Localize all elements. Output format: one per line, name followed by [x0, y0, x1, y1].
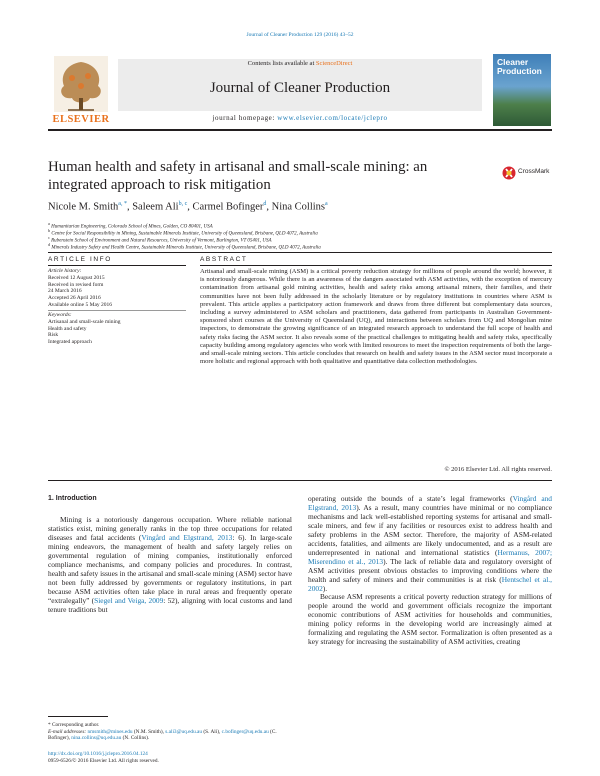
- author-name[interactable]: Nina Collins: [271, 201, 326, 213]
- email-addresses: [48, 729, 292, 742]
- history-item: Accepted 26 April 2016: [48, 295, 101, 302]
- homepage-label: journal homepage:: [212, 114, 278, 122]
- email-link[interactable]: s.ali3@uq.edu.au: [165, 728, 203, 735]
- keyword: Integrated approach: [48, 339, 92, 346]
- keyword: Artisanal and small-scale mining: [48, 318, 121, 325]
- contents-line: [118, 60, 482, 67]
- footnote-rule: [48, 716, 108, 717]
- affiliation-marker: a: [48, 221, 50, 226]
- keyword: Risk: [48, 332, 59, 339]
- citation-link[interactable]: Hentschel et al., 2002: [308, 574, 552, 593]
- intro-left-column: [48, 516, 292, 614]
- keyword: Health and safety: [48, 325, 87, 332]
- citation-link[interactable]: Vingård and Elgstrand, 2013: [308, 494, 552, 512]
- keywords-rule: [48, 310, 186, 311]
- abstract-bottom-rule: [48, 480, 552, 481]
- doi-link[interactable]: http://dx.doi.org/10.1016/j.jclepro.2016.04.124: [48, 751, 148, 757]
- affiliation-text: Minerals Industry Safety and Health Centre, Sustainable Minerals Institute, University of Queensland, Brisbane, QLD 4072, Australia: [51, 245, 321, 251]
- keywords-label: Keywords:: [48, 312, 72, 318]
- history-item: Received in revised form: [48, 281, 104, 288]
- author-affiliation-sup[interactable]: a: [325, 201, 328, 207]
- affiliation-text: Centre for Social Responsibility in Mining, Sustainable Minerals Institute, University of Queensland, Brisbane, QLD 4072, Australia: [51, 231, 318, 237]
- author-list: Nicole M. Smith$^{a, *}$, Saleem Ali$^{b, c}$, Carmel Bofinger$^d$, Nina Collins$^a$: [48, 201, 328, 213]
- affiliation-rule: [48, 252, 552, 253]
- article-title: Human health and safety in artisanal and small-scale mining: an integrated approach to risk mitigation: [48, 159, 428, 193]
- sciencedirect-link[interactable]: ScienceDirect: [315, 60, 353, 67]
- crossmark-badge[interactable]: [502, 162, 552, 188]
- article-info-heading: ARTICLE INFO: [48, 256, 112, 263]
- author-name[interactable]: Carmel Bofinger: [192, 201, 264, 213]
- history-item: Available online 5 May 2016: [48, 301, 113, 308]
- contents-prefix: Contents lists available at: [247, 60, 316, 67]
- affiliation-marker: b: [48, 228, 51, 233]
- intro-paragraph: [308, 495, 552, 593]
- author-affiliation-sup[interactable]: a, *: [118, 201, 127, 207]
- body-text: Mining is a notoriously dangerous occupation. Where reliable national statistics exist, mining generally ranks in the top three occupations for related diseases and fatal accidents (: [48, 515, 292, 542]
- footnotes: [48, 722, 292, 742]
- article-info-rule: [48, 265, 186, 266]
- history-item: Received 12 August 2015: [48, 274, 105, 281]
- author-affiliation-sup[interactable]: b, c: [178, 201, 188, 207]
- email-label: E-mail addresses:: [48, 728, 88, 735]
- journal-homepage: [118, 114, 482, 122]
- intro-paragraph: [48, 516, 292, 614]
- body-text: ).: [322, 583, 328, 593]
- affiliation-text: Rubenstein School of Environment and Natural Resources, University of Vermont, Burlington, VT 05401, USA: [51, 238, 272, 244]
- email-owner: (N.M. Smith),: [132, 728, 166, 735]
- affiliation-marker: c: [48, 235, 50, 240]
- cover-title: Cleaner Production: [497, 57, 542, 76]
- author-name[interactable]: Nicole M. Smith: [48, 201, 119, 213]
- author-affiliation-sup[interactable]: d: [263, 201, 267, 207]
- publisher-name: ELSEVIER: [52, 114, 110, 125]
- article-history: [48, 268, 188, 309]
- email-link[interactable]: c.bofinger@uq.edu.au: [221, 728, 269, 735]
- body-text: : 52), aligning with local customs and land tenure traditions but: [48, 595, 292, 614]
- author-name[interactable]: Saleem Ali: [132, 201, 179, 213]
- abstract-rule: [200, 265, 552, 266]
- affiliation: [48, 242, 552, 251]
- section-heading-introduction: 1. Introduction: [48, 495, 97, 502]
- body-text: ). As a result, many countries have minimal or no compliance mechanisms and lack well-established reporting systems for artisanal and small-scale miners, and few if any facilities or resources exist to address health and safety problems in the ASM sector. Therefore, the majority of ASM-related accidents, fatalities, and ailments are likely undocumented, and as a result are underrepresented in national and international statistics (: [308, 502, 552, 557]
- crossmark-icon: [502, 166, 516, 180]
- email-owner: (N. Collins).: [121, 735, 150, 742]
- corresponding-author-note: * Corresponding author.: [48, 722, 100, 728]
- email-link[interactable]: nmsmith@mines.edu: [87, 728, 133, 735]
- citation-link[interactable]: Hermanus, 2007; Miserendino et al., 2013: [308, 547, 553, 566]
- header-rule: [48, 129, 552, 131]
- keywords: [48, 312, 188, 346]
- homepage-url-link[interactable]: www.elsevier.com/locate/jclepro: [277, 114, 388, 122]
- crossmark-label: CrossMark: [518, 168, 550, 175]
- intro-right-column: [308, 495, 552, 647]
- body-text: ). The lack of reliable data and regulatory oversight of ASM activities present obvious obstacles to improving conditions where the health and safety of miners and their communities is at risk (: [308, 556, 553, 584]
- abstract-heading: ABSTRACT: [200, 256, 248, 263]
- intro-paragraph: Because ASM represents a critical poverty reduction strategy for millions of people around the world and government officials recognize the important economic contributions of ASM activities for households and communities, mining policy reforms in the developing world are increasingly aimed at formalizing and regulating the ASM sector. Formalization is often presented as a key strategy for increasing the sustainability of ASM activities, creating: [308, 592, 552, 647]
- history-label: Article history:: [48, 268, 82, 274]
- affiliation-text: Humanitarian Engineering, Colorado School of Mines, Golden, CO 80401, USA: [51, 224, 213, 230]
- abstract-text: Artisanal and small-scale mining (ASM) is a critical poverty reduction strategy for millions of people around the world; however, it is notoriously dangerous. While there is an awareness of the dangers associated with ASM activities, with the exception of mercury contamination from artisanal gold mining activities, health and safety risks among artisanal miners, their families, and their communities have not been fully addressed in the scholarly literature or by regulatory institutions in countries where ASM is prevalent. This article applies a participatory action framework and draws from three different but complementary data sources, including a survey administered to ASM scholars and practitioners, data gathered from participants in Australian Government-sponsored short courses at the University of Queensland (UQ), and interactions between scholars from UQ and Mongolian mine inspectors, to demonstrate the growing significance of an integrated research approach to understand the full scope of health and safety risks facing the ASM sector. It also reveals some of the practical challenges to mitigating health and safety risks, specifically capacity building among regulatory agencies who work with limited resources to meet the inspection requirements of both the large- and small-scale mining sectors. This article concludes that research on health and safety issues in the ASM sector must incorporate a more holistic and regional approach with both qualitative and quantitative data collection methodologies.: [200, 268, 552, 366]
- email-owner: (C. Bofinger),: [48, 728, 277, 742]
- history-item: 24 March 2016: [48, 288, 82, 295]
- citation-link[interactable]: Siegel and Veiga, 2009: [94, 595, 164, 605]
- affiliation-marker: d: [48, 242, 51, 247]
- journal-name: Journal of Cleaner Production: [209, 80, 391, 96]
- email-link[interactable]: nina.collins@uq.edu.au: [71, 735, 122, 742]
- citation-link[interactable]: Vingård and Elgstrand, 2013: [141, 532, 233, 542]
- issn-copyright: 0959-6526/© 2016 Elsevier Ltd. All rights reserved.: [48, 757, 159, 764]
- journal-citation[interactable]: Journal of Cleaner Production 129 (2016) 43–52: [246, 32, 354, 38]
- abstract-copyright: © 2016 Elsevier Ltd. All rights reserved.: [444, 466, 552, 473]
- body-text: operating outside the bounds of a state’s legal frameworks (: [308, 494, 513, 503]
- email-owner: (S. Ali),: [202, 728, 222, 735]
- body-text: : 6). In large-scale mining endeavors, the management of health and safety largely relies on governmental regulation of mining companies, institutionally enforced compliance mechanisms, and company policies and procedures. In contrast, health and safety issues in the artisanal and small-scale mining (ASM) sector have not been fully addressed by governments or regulatory institutions, in part because ASM activities often take place in rural areas and frequently operate “extralegally” (: [48, 532, 292, 605]
- doi-block: [48, 751, 292, 764]
